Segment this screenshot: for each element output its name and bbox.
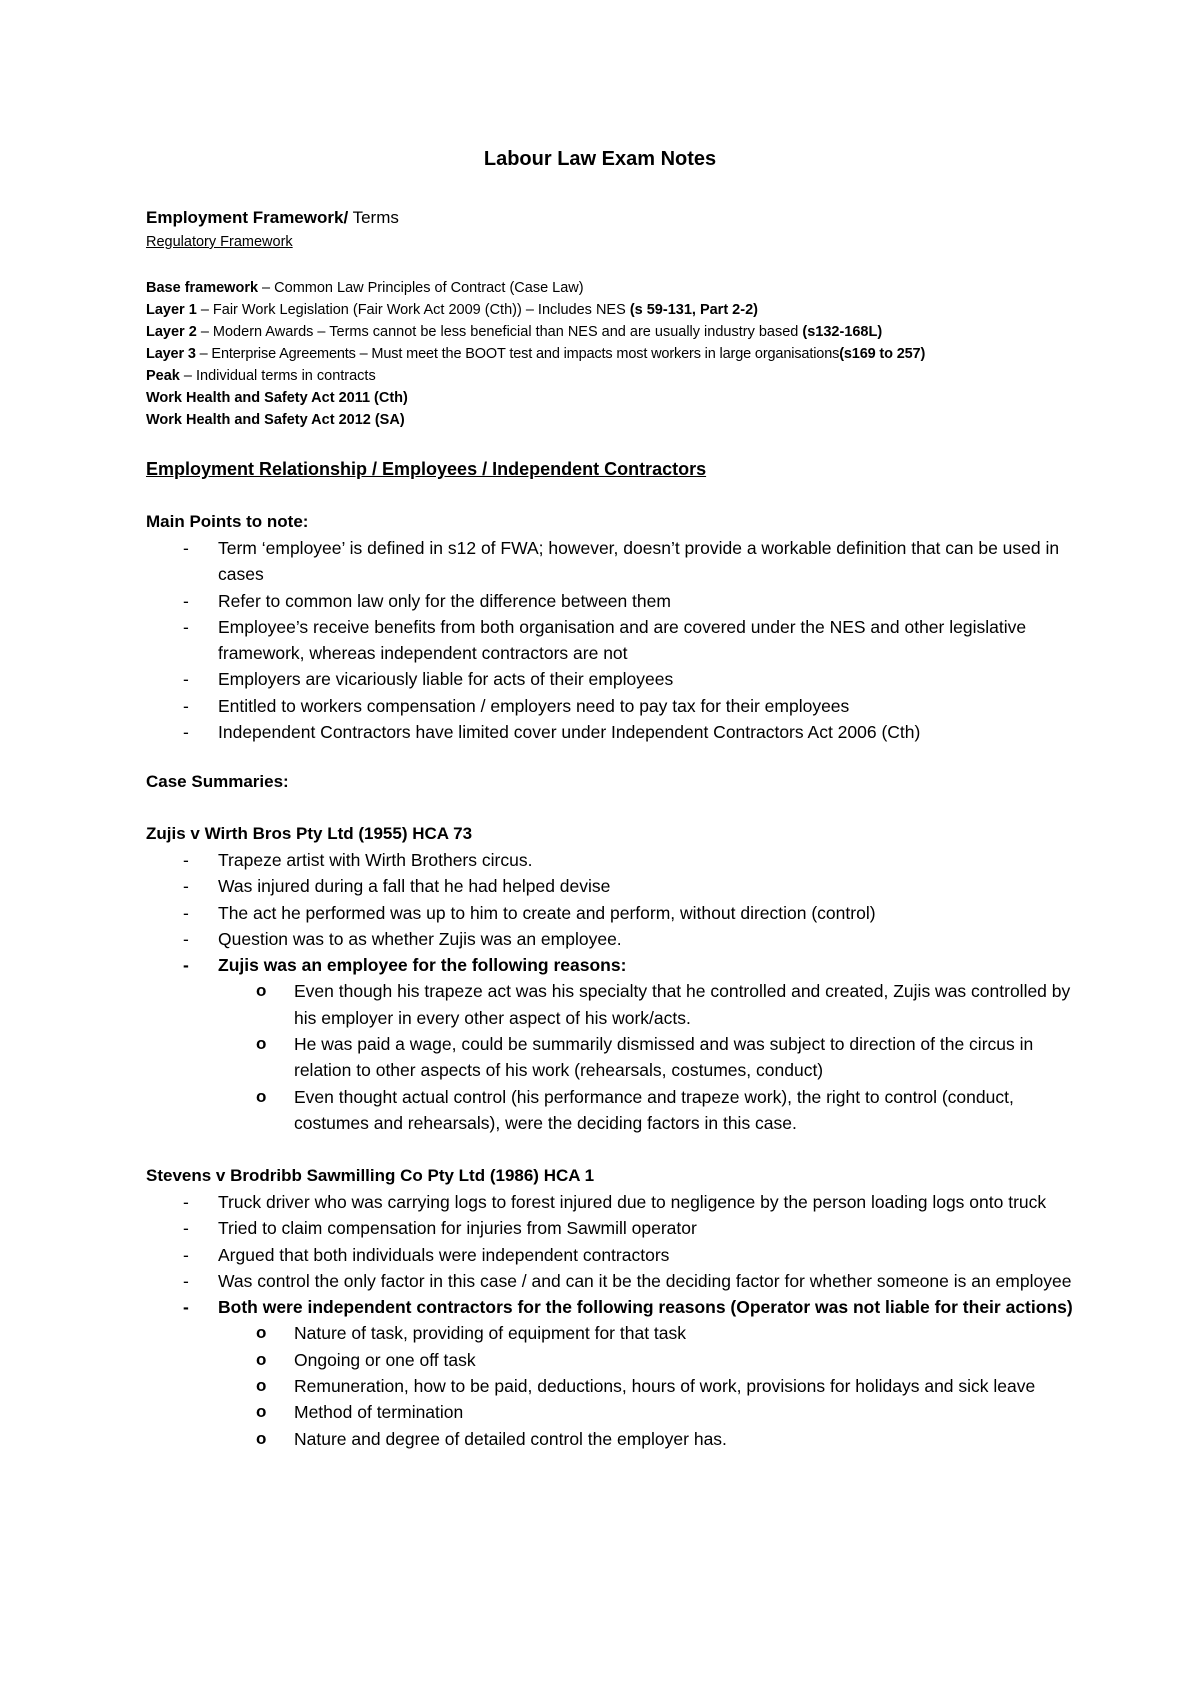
framework-lines <box>146 277 1090 431</box>
list-item: - Argued that both individuals were independent contractors <box>183 1244 670 1265</box>
document-title: Labour Law Exam Notes <box>483 148 717 170</box>
list-item: - Entitled to workers compensation / employers need to pay tax for their employees <box>183 695 850 716</box>
relationship-heading: Employment Relationship / Employees / Independent Contractors <box>146 459 707 479</box>
list-item: - Term ‘employee’ is defined in s12 of FWA; however, doesn’t provide a workable definition that can be used in cases <box>183 538 1060 585</box>
framework-heading-bold: Employment Framework/ <box>146 208 349 227</box>
list-item: - Trapeze artist with Wirth Brothers circus. <box>183 850 533 870</box>
framework-line: Work Health and Safety Act 2011 (Cth) <box>146 390 408 406</box>
list-item: - The act he performed was up to him to create and perform, without direction (control) <box>183 902 876 923</box>
list-item: - Employers are vicariously liable for acts of their employees <box>183 669 674 690</box>
list-item: - Truck driver who was carrying logs to forest injured due to negligence by the person loading logs onto truck <box>183 1192 1047 1212</box>
reason-item: o Nature and degree of detailed control the employer has. <box>256 1428 727 1449</box>
framework-line: Base framework – Common Law Principles of Contract (Case Law) <box>146 280 584 296</box>
framework-line: Work Health and Safety Act 2012 (SA) <box>146 412 405 428</box>
list-item: - Was control the only factor in this case / and can it be the deciding factor for whether someone is an employee <box>183 1270 1072 1291</box>
framework-heading-rest: Terms <box>348 208 399 227</box>
framework-line: Layer 3 – Enterprise Agreements – Must meet the BOOT test and impacts most workers in large organisations(s169 to 257) <box>146 346 926 362</box>
main-points-list <box>146 535 1090 745</box>
case-title: Stevens v Brodribb Sawmilling Co Pty Ltd (1986) HCA 1 <box>146 1166 595 1185</box>
regulatory-framework-subheading: Regulatory Framework <box>146 234 293 250</box>
list-item: - Question was to as whether Zujis was an employee. <box>183 928 622 949</box>
case-points-list <box>146 847 1090 1136</box>
case-conclusion: - Both were independent contractors for the following reasons (Operator was not liable for their actions) <box>183 1297 1073 1318</box>
reason-item: o Nature of task, providing of equipment for that task <box>256 1323 687 1344</box>
reason-item: o He was paid a wage, could be summarily dismissed and was subject to direction of the circus in relation to other aspects of his work (rehearsals, costumes, conduct) <box>256 1034 1034 1081</box>
case-conclusion: - Zujis was an employee for the following reasons: <box>183 955 627 976</box>
reason-item: o Even thought actual control (his performance and trapeze work), the right to control (conduct, costumes and rehearsals), were the deciding factors in this case. <box>256 1086 1014 1133</box>
framework-line: Layer 2 – Modern Awards – Terms cannot be less beneficial than NES and are usually industry based (s132-168L) <box>146 324 883 340</box>
reason-item: o Remuneration, how to be paid, deductions, hours of work, provisions for holidays and sick leave <box>256 1376 1036 1397</box>
reason-item: o Method of termination <box>256 1402 464 1423</box>
case-points-list <box>146 1189 1090 1452</box>
list-item: - Was injured during a fall that he had helped devise <box>183 876 611 897</box>
reason-item: o Ongoing or one off task <box>256 1349 476 1370</box>
list-item: - Tried to claim compensation for injuries from Sawmill operator <box>183 1218 697 1239</box>
reason-item: o Even though his trapeze act was his specialty that he controlled and created, Zujis was controlled by his employer in every other aspect of his work/acts. <box>256 981 1071 1028</box>
main-points-label: Main Points to note: <box>146 512 309 531</box>
list-item: - Independent Contractors have limited cover under Independent Contractors Act 2006 (Cth) <box>183 722 921 743</box>
list-item: - Refer to common law only for the difference between them <box>183 590 671 611</box>
framework-line: Peak – Individual terms in contracts <box>146 368 376 384</box>
case-summaries-label: Case Summaries: <box>146 772 289 791</box>
case-title: Zujis v Wirth Bros Pty Ltd (1955) HCA 73 <box>146 824 473 843</box>
framework-heading <box>146 207 1090 229</box>
framework-line: Layer 1 – Fair Work Legislation (Fair Work Act 2009 (Cth)) – Includes NES (s 59-131, Part 2-2) <box>146 302 758 318</box>
list-item: - Employee’s receive benefits from both organisation and are covered under the NES and other legislative framework, whereas independent contractors are not <box>183 616 1027 664</box>
